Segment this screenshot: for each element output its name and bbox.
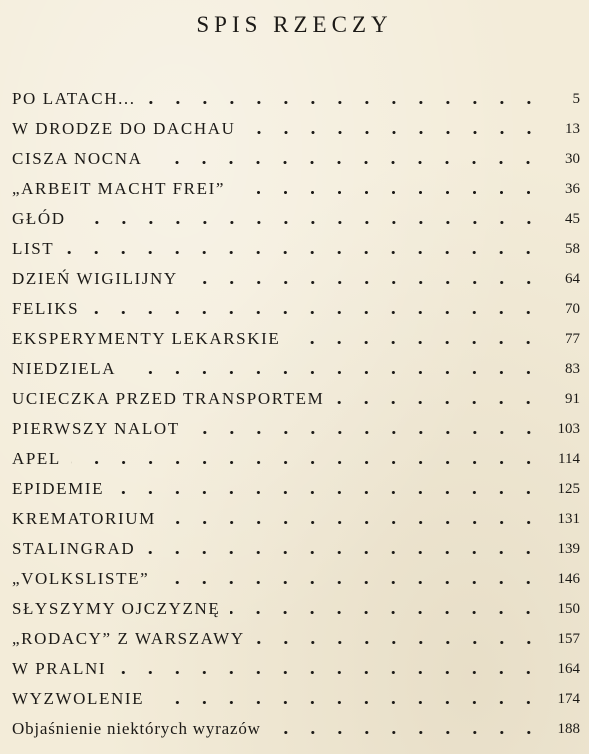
toc-entry: [12, 144, 580, 174]
toc-entry-page: 131: [557, 510, 580, 527]
toc-entry-page: 83: [565, 360, 580, 377]
toc-entry-title: SŁYSZYMY OJCZYZNĘ: [12, 599, 221, 618]
toc-entry: [12, 174, 580, 204]
toc-entry-page: 157: [557, 630, 580, 647]
toc-entry-title: PO LATACH...: [12, 89, 136, 108]
dot-leader: [71, 461, 542, 464]
toc-entry-title: GŁÓD: [12, 209, 66, 228]
toc-entry-page: 125: [557, 480, 580, 497]
toc-entry-title: UCIECZKA PRZED TRANSPORTEM: [12, 389, 325, 408]
toc-entry: [12, 594, 580, 624]
dot-leader: [235, 191, 542, 194]
toc-entry-page: 146: [557, 570, 580, 587]
toc-entry-title: „RODACY” Z WARSZAWY: [12, 629, 245, 648]
toc-entry-title: DZIEŃ WIGILIJNY: [12, 269, 178, 288]
toc-entry: [12, 414, 580, 444]
toc-entry-page: 91: [565, 390, 580, 407]
toc-entry: [12, 84, 580, 114]
toc-entry-page: 164: [557, 660, 580, 677]
dot-leader: [271, 731, 542, 734]
toc-entry-title: „ARBEIT MACHT FREI”: [12, 179, 225, 198]
dot-leader: [126, 371, 542, 374]
toc-entry-page: 103: [557, 420, 580, 437]
dot-leader: [159, 581, 542, 584]
toc-entry: [12, 264, 580, 294]
toc-entry: [12, 654, 580, 684]
toc-entry-page: 150: [557, 600, 580, 617]
toc-entry-title: PIERWSZY NALOT: [12, 419, 180, 438]
toc-entry-title: W DRODZE DO DACHAU: [12, 119, 236, 138]
dot-leader: [246, 131, 542, 134]
dot-leader: [190, 431, 542, 434]
toc-entry: [12, 384, 580, 414]
toc-entry-title: „VOLKSLISTE”: [12, 569, 150, 588]
toc-entry: [12, 204, 580, 234]
dot-leader: [152, 161, 542, 164]
dot-leader: [64, 251, 542, 254]
toc-entry-title: STALINGRAD: [12, 539, 136, 558]
toc-entry-page: 58: [565, 240, 580, 257]
toc-entry: [12, 294, 580, 324]
toc-entry-page: 5: [572, 90, 580, 107]
toc-entry-title: KREMATORIUM: [12, 509, 156, 528]
dot-leader: [76, 221, 542, 224]
toc-entry: [12, 564, 580, 594]
toc-entry-title: EPIDEMIE: [12, 479, 105, 498]
page-title: SPIS RZECZY: [196, 12, 393, 37]
toc-entry: [12, 114, 580, 144]
dot-leader: [89, 311, 542, 314]
toc-entry-title: CISZA NOCNA: [12, 149, 143, 168]
toc-entry: [12, 324, 580, 354]
toc-entry-title: FELIKS: [12, 299, 80, 318]
toc-entry-page: 174: [557, 690, 580, 707]
toc-entry-page: 139: [557, 540, 580, 557]
dot-leader: [166, 521, 542, 524]
toc-entry-title: W PRALNI: [12, 659, 107, 678]
toc-entry: [12, 354, 580, 384]
toc-entry-title: EKSPERYMENTY LEKARSKIE: [12, 329, 281, 348]
toc-entry-page: 36: [565, 180, 580, 197]
toc-entry: [12, 684, 580, 714]
toc-entry: [12, 624, 580, 654]
toc-entry-title: Objaśnienie niektórych wyrazów: [12, 719, 261, 738]
dot-leader: [334, 401, 542, 404]
toc-entry-page: 77: [565, 330, 580, 347]
dot-leader: [290, 341, 542, 344]
dot-leader: [116, 671, 542, 674]
toc-entry-page: 64: [565, 270, 580, 287]
table-of-contents: [12, 84, 580, 744]
dot-leader: [114, 491, 542, 494]
toc-entry: [12, 474, 580, 504]
toc-entry: [12, 444, 580, 474]
dot-leader: [146, 101, 542, 104]
toc-entry: [12, 504, 580, 534]
toc-entry-page: 70: [565, 300, 580, 317]
toc-entry-page: 45: [565, 210, 580, 227]
toc-entry-title: NIEDZIELA: [12, 359, 117, 378]
dot-leader: [154, 701, 542, 704]
toc-entry-glossary: [12, 714, 580, 744]
toc-entry: [12, 534, 580, 564]
toc-entry-page: 13: [565, 120, 580, 137]
toc-entry-page: 30: [565, 150, 580, 167]
dot-leader: [188, 281, 542, 284]
toc-entry-title: WYZWOLENIE: [12, 689, 145, 708]
toc-entry-page: 188: [557, 720, 580, 737]
toc-entry-title: LIST: [12, 239, 55, 258]
dot-leader: [230, 611, 542, 614]
dot-leader: [145, 551, 542, 554]
toc-entry-page: 114: [558, 450, 580, 467]
toc-entry-title: APEL: [12, 449, 61, 468]
toc-entry: [12, 234, 580, 264]
dot-leader: [255, 641, 542, 644]
